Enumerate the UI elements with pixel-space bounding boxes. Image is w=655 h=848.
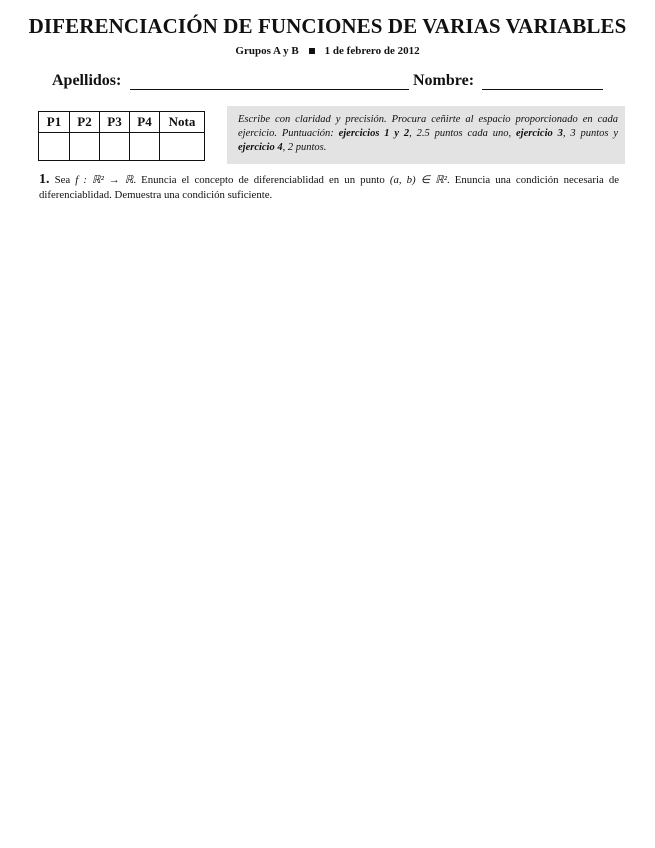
- grade-cell-nota: [160, 133, 205, 161]
- exam-date: 1 de febrero de 2012: [324, 45, 420, 57]
- exam-title: DIFERENCIACIÓN DE FUNCIONES DE VARIAS VARIABLES: [28, 14, 627, 38]
- grade-cell-p1: [39, 133, 70, 161]
- grades-header-p1: P1: [39, 112, 70, 133]
- exam-subtitle: [0, 45, 655, 57]
- instructions-box: [227, 106, 625, 164]
- name-line: [482, 89, 603, 90]
- grade-cell-p2: [70, 133, 100, 161]
- surname-line: [130, 89, 409, 90]
- grades-header-p2: P2: [70, 112, 100, 133]
- question-1: 1. Sea f : ℝ² → ℝ. Enuncia el concepto de diferenciablidad en un punto (a, b) ∈ ℝ². Enuncia una condición necesaria de diferenciablidad. Demuestra una condición suficiente.: [39, 172, 620, 201]
- point-expr: (a, b) ∈ ℝ²: [389, 174, 447, 186]
- grades-table: [38, 111, 205, 161]
- groups-label: Grupos A y B: [235, 45, 299, 57]
- surname-label: Apellidos:: [52, 72, 122, 89]
- grades-header-p4: P4: [130, 112, 160, 133]
- square-bullet-icon: [309, 48, 315, 54]
- function-expr: f : ℝ² → ℝ: [75, 174, 134, 186]
- grades-header-nota: Nota: [160, 112, 205, 133]
- name-label: Nombre:: [413, 72, 475, 89]
- student-info-row: [52, 72, 605, 94]
- grades-header-p3: P3: [100, 112, 130, 133]
- instructions-text: Escribe con claridad y precisión. Procura ceñirte al espacio proporcionado en cada ejercicio. Puntuación: ejercicios 1 y 2, 2.5 puntos cada uno, ejercicio 3, 3 puntos y ejercicio 4, 2 puntos.: [238, 114, 618, 153]
- grade-cell-p3: [100, 133, 130, 161]
- question-number: 1.: [39, 172, 50, 187]
- grade-cell-p4: [130, 133, 160, 161]
